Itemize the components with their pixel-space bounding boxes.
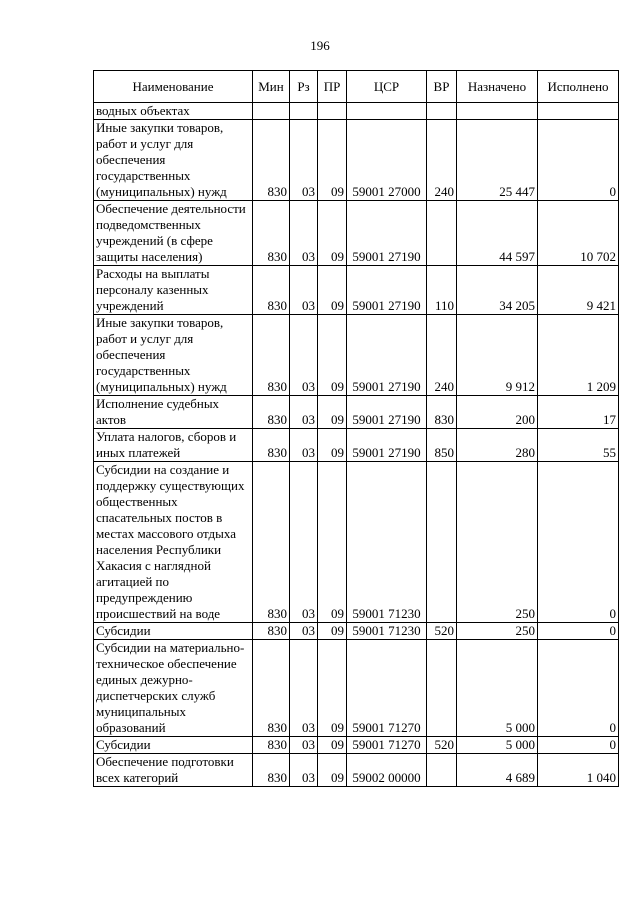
cell-executed [538,103,619,120]
cell-assigned: 34 205 [457,266,538,315]
cell-csr: 59001 71230 [347,623,427,640]
header-rz: Рз [290,71,318,103]
table-header [94,71,619,103]
cell-pr: 09 [318,623,347,640]
cell-rz: 03 [290,201,318,266]
table-row [94,754,619,787]
cell-assigned: 44 597 [457,201,538,266]
cell-min: 830 [253,623,290,640]
header-csr: ЦСР [347,71,427,103]
header-executed: Исполнено [538,71,619,103]
cell-min: 830 [253,120,290,201]
cell-rz: 03 [290,315,318,396]
table-row [94,201,619,266]
page-number: 196 [310,38,330,53]
cell-csr: 59001 27190 [347,429,427,462]
cell-assigned: 5 000 [457,737,538,754]
cell-pr: 09 [318,120,347,201]
cell-pr: 09 [318,429,347,462]
cell-assigned: 280 [457,429,538,462]
table-row [94,737,619,754]
cell-csr: 59001 27190 [347,201,427,266]
cell-min: 830 [253,429,290,462]
cell-min [253,103,290,120]
cell-name: Уплата налогов, сборов и иных платежей [94,429,253,462]
cell-pr: 09 [318,266,347,315]
cell-name: водных объектах [94,103,253,120]
cell-min: 830 [253,640,290,737]
cell-executed: 0 [538,120,619,201]
cell-executed: 9 421 [538,266,619,315]
cell-pr: 09 [318,640,347,737]
cell-assigned: 5 000 [457,640,538,737]
cell-executed: 0 [538,640,619,737]
cell-assigned: 25 447 [457,120,538,201]
table-row [94,103,619,120]
cell-csr: 59001 27000 [347,120,427,201]
cell-csr: 59001 71270 [347,640,427,737]
cell-min: 830 [253,201,290,266]
cell-csr [347,103,427,120]
cell-rz: 03 [290,754,318,787]
table-row [94,266,619,315]
table-row [94,396,619,429]
cell-vr [427,640,457,737]
cell-vr: 240 [427,315,457,396]
cell-pr: 09 [318,396,347,429]
cell-min: 830 [253,396,290,429]
cell-rz: 03 [290,396,318,429]
cell-assigned: 200 [457,396,538,429]
table-row [94,623,619,640]
table-row [94,462,619,623]
cell-rz: 03 [290,640,318,737]
cell-pr: 09 [318,201,347,266]
cell-pr: 09 [318,754,347,787]
table-row [94,640,619,737]
cell-csr: 59001 27190 [347,266,427,315]
cell-rz: 03 [290,429,318,462]
cell-name: Субсидии [94,623,253,640]
table-row [94,315,619,396]
cell-name: Иные закупки товаров, работ и услуг для обеспечения государственных (муниципальных) нужд [94,315,253,396]
cell-vr: 110 [427,266,457,315]
cell-min: 830 [253,754,290,787]
cell-name: Субсидии на материально-техническое обеспечение единых дежурно-диспетчерских служб муниципальных образований [94,640,253,737]
cell-min: 830 [253,462,290,623]
cell-name: Иные закупки товаров, работ и услуг для обеспечения государственных (муниципальных) нужд [94,120,253,201]
cell-name: Расходы на выплаты персоналу казенных учреждений [94,266,253,315]
header-vr: ВР [427,71,457,103]
cell-rz: 03 [290,737,318,754]
cell-pr: 09 [318,462,347,623]
cell-vr: 830 [427,396,457,429]
cell-name: Субсидии на создание и поддержку существующих общественных спасательных постов в местах массового отдыха населения Республики Хакасия с наглядной агитацией по предупреждению происшествий на воде [94,462,253,623]
cell-csr: 59002 00000 [347,754,427,787]
cell-vr: 240 [427,120,457,201]
cell-vr [427,462,457,623]
cell-vr: 520 [427,623,457,640]
header-row [94,71,619,103]
cell-assigned: 9 912 [457,315,538,396]
cell-rz: 03 [290,462,318,623]
cell-csr: 59001 27190 [347,396,427,429]
cell-executed: 0 [538,462,619,623]
cell-assigned: 4 689 [457,754,538,787]
budget-table [93,70,619,787]
cell-pr: 09 [318,315,347,396]
cell-executed: 55 [538,429,619,462]
header-assigned: Назначено [457,71,538,103]
cell-vr [427,103,457,120]
cell-name: Исполнение судебных актов [94,396,253,429]
cell-name: Субсидии [94,737,253,754]
header-min: Мин [253,71,290,103]
cell-min: 830 [253,266,290,315]
cell-rz: 03 [290,120,318,201]
cell-csr: 59001 71230 [347,462,427,623]
cell-rz: 03 [290,266,318,315]
table-body [94,103,619,787]
cell-pr [318,103,347,120]
cell-name: Обеспечение деятельности подведомственных учреждений (в сфере защиты населения) [94,201,253,266]
cell-executed: 10 702 [538,201,619,266]
cell-min: 830 [253,737,290,754]
cell-vr [427,201,457,266]
cell-vr [427,754,457,787]
cell-executed: 1 209 [538,315,619,396]
cell-assigned [457,103,538,120]
cell-rz: 03 [290,623,318,640]
cell-min: 830 [253,315,290,396]
table-row [94,429,619,462]
cell-assigned: 250 [457,462,538,623]
cell-rz [290,103,318,120]
cell-csr: 59001 71270 [347,737,427,754]
cell-executed: 17 [538,396,619,429]
cell-executed: 0 [538,737,619,754]
cell-name: Обеспечение подготовки всех категорий [94,754,253,787]
cell-vr: 850 [427,429,457,462]
cell-vr: 520 [427,737,457,754]
cell-assigned: 250 [457,623,538,640]
header-pr: ПР [318,71,347,103]
cell-executed: 0 [538,623,619,640]
header-name: Наименование [94,71,253,103]
cell-executed: 1 040 [538,754,619,787]
cell-pr: 09 [318,737,347,754]
table-row [94,120,619,201]
cell-csr: 59001 27190 [347,315,427,396]
